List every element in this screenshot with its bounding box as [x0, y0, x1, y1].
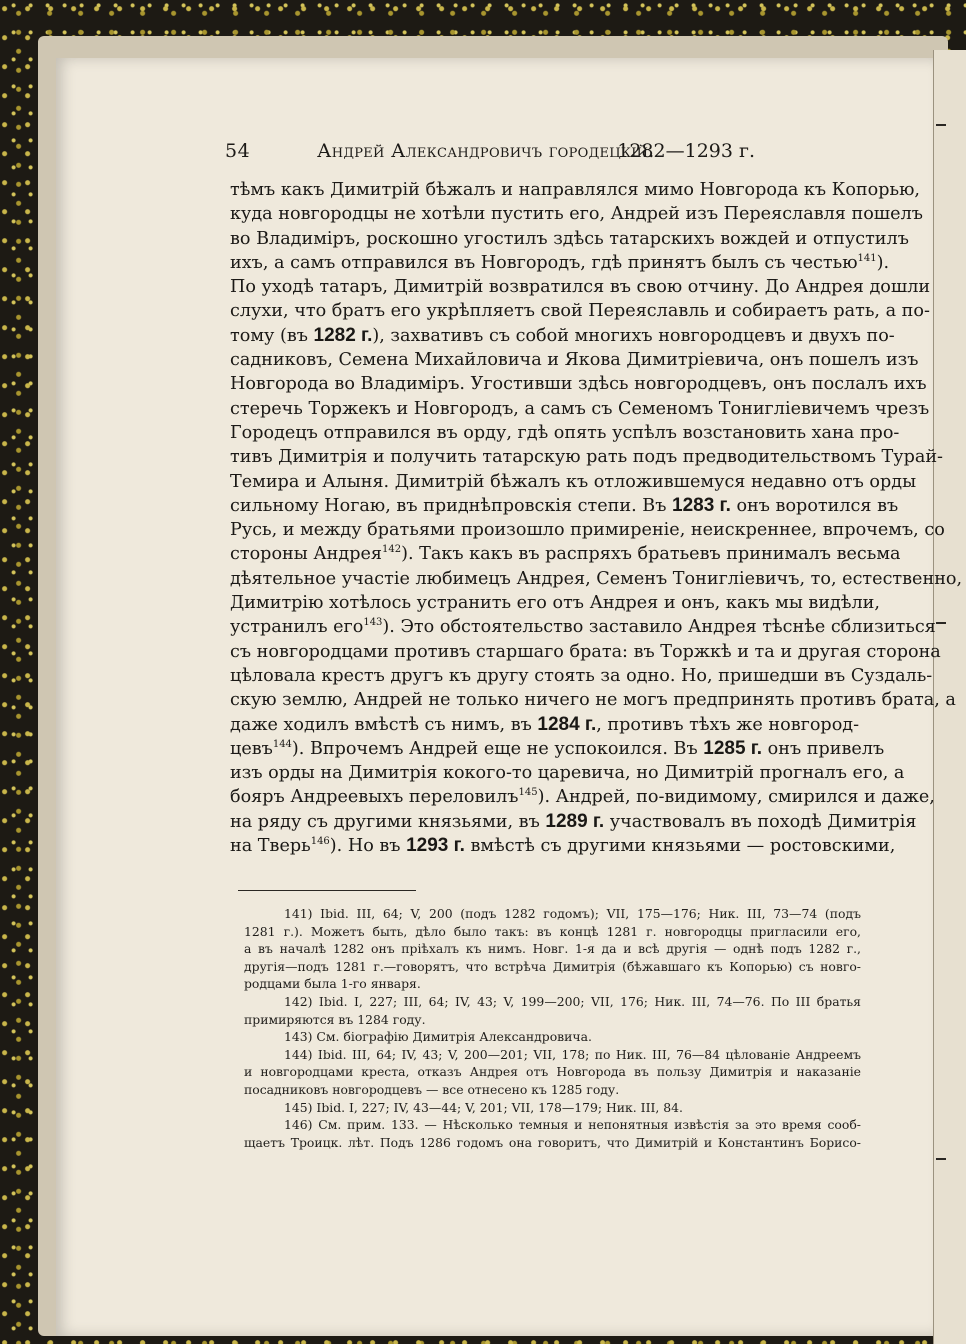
- page-marker: [936, 124, 946, 126]
- body-line: [230, 397, 930, 421]
- body-line: [230, 542, 901, 566]
- text-segment: онъ воротился въ: [730, 495, 899, 516]
- text-segment: куда новгородцы не хотѣли пустить его, Андрей изъ Переяславля пошелъ: [230, 204, 923, 225]
- footnote-line: щаетъ Троицк. лѣт. Подъ 1286 годомъ она говоритъ, что Димитрій и Константинъ Борисо-: [244, 1134, 861, 1150]
- footnote-line: 142) Ibid. I, 227; III, 64; IV, 43; V, 199—200; VII, 176; Ник. III, 74—76. По III братья: [284, 993, 861, 1009]
- text-segment: тѣмъ какъ Димитрій бѣжалъ и направлялся мимо Новгорода къ Копорью,: [230, 180, 920, 200]
- text-segment: ). Такъ какъ въ распряхъ братьевъ принималъ весьма: [401, 544, 901, 565]
- text-segment: скую землю, Андрей не только ничего не могъ предпринять противъ брата, а: [230, 690, 956, 711]
- text-segment: садниковъ, Семена Михайловича и Якова Димитріевича, онъ пошелъ изъ: [230, 350, 919, 371]
- body-line: [230, 227, 909, 251]
- text-segment: тивъ Димитрія и получить татарскую рать подъ предводительствомъ Турай-: [230, 447, 944, 468]
- text-segment: Димитрію хотѣлось устранить его отъ Андрея и онъ, какъ мы видѣли,: [230, 593, 880, 614]
- footnote-line: родцами была 1-го января.: [244, 976, 421, 992]
- running-header: [225, 140, 755, 170]
- header-title: Андрей Александровичъ городецкій.: [317, 140, 655, 162]
- body-line: [230, 518, 945, 542]
- footnote-line: другія—подъ 1281 г.—говорятъ, что встрѣча Димитрія (бѣжавшаго къ Копорью) съ новго-: [244, 958, 861, 974]
- footnote-line: посадниковъ новгородцевъ — все отнесено къ 1285 году.: [244, 1081, 620, 1097]
- text-segment: бояръ Андреевыхъ переловилъ: [230, 787, 519, 808]
- body-text: [230, 178, 963, 858]
- text-segment: ). Андрей, по-видимому, смирился и даже,: [537, 787, 935, 808]
- text-segment: на Тверь: [230, 836, 311, 857]
- text-segment: Русь, и между братьями произошло примиреніе, неискреннее, впрочемъ, со: [230, 520, 945, 541]
- footnote-ref: 143: [363, 617, 383, 629]
- body-line: [230, 810, 917, 834]
- body-line: [230, 178, 920, 202]
- body-line: [230, 494, 899, 518]
- body-line: [230, 372, 927, 396]
- body-line: [230, 761, 905, 785]
- text-segment: даже ходилъ вмѣстѣ съ нимъ, въ: [230, 714, 538, 735]
- footnote-line: 145) Ibid. I, 227; IV, 43—44; V, 201; VII, 178—179; Ник. III, 84.: [284, 1099, 683, 1115]
- text-segment: , противъ тѣхъ же новгород-: [596, 714, 860, 735]
- body-line: [230, 688, 956, 712]
- body-line: [230, 834, 896, 858]
- text-segment: ). Это обстоятельство заставило Андрея тѣснѣе сблизиться: [382, 617, 936, 638]
- text-segment: Новгорода во Владиміръ. Угостивши здѣсь новгородцевъ, онъ послалъ ихъ: [230, 374, 927, 395]
- text-segment: цѣловала крестъ другъ къ другу стоять за одно. Но, пришедши въ Суздаль-: [230, 665, 933, 686]
- text-segment: участвовалъ въ походѣ Димитрія: [604, 811, 917, 832]
- text-segment: тому (въ: [230, 325, 314, 346]
- text-segment: устранилъ его: [230, 617, 364, 638]
- body-line: [230, 348, 919, 372]
- text-segment: дѣятельное участіе любимецъ Андрея, Семенъ Тонигліевичъ, то, естественно,: [230, 568, 963, 589]
- year-highlight: 1283 г.: [672, 494, 731, 516]
- year-highlight: 1293 г.: [406, 835, 465, 857]
- footnote-ref: 145: [518, 787, 538, 799]
- text-segment: слухи, что братъ его укрѣпляетъ свой Переяславль и собираетъ рать, а по-: [230, 301, 930, 322]
- footnote-line: 141) Ibid. III, 64; V, 200 (подъ 1282 годомъ); VII, 175—176; Ник. III, 73—74 (подъ: [284, 906, 861, 921]
- footnote-line: и новгородцами креста, отказъ Андрея отъ Новгорода въ пользу Димитрія и наказаніе: [244, 1064, 861, 1080]
- year-highlight: 1282 г.: [313, 324, 373, 346]
- footnote-line: примиряются въ 1284 году.: [244, 1011, 426, 1027]
- body-line: [230, 737, 885, 761]
- text-segment: сильному Ногаю, въ приднѣпровскія степи. Въ: [230, 495, 673, 516]
- body-line: [230, 324, 895, 348]
- body-line: [230, 785, 935, 809]
- body-line: [230, 421, 900, 445]
- text-segment: онъ привелъ: [762, 738, 885, 759]
- body-line: [230, 251, 890, 275]
- footnote-ref: 146: [310, 836, 330, 848]
- body-line: [230, 202, 923, 226]
- body-line: [230, 275, 931, 299]
- body-line: [230, 445, 944, 469]
- footnote-ref: 141: [857, 253, 877, 265]
- text-segment: По уходѣ татаръ, Димитрій возвратился въ свою отчину. До Андрея дошли: [230, 277, 931, 298]
- text-segment: ). Впрочемъ Андрей еще не успокоился. Въ: [291, 738, 704, 759]
- text-segment: цевъ: [230, 738, 273, 759]
- body-line: [230, 470, 917, 494]
- footnote-rule: [238, 890, 416, 891]
- text-segment: Темира и Алыня. Димитрій бѣжалъ къ отложившемуся недавно отъ орды: [230, 471, 917, 492]
- body-line: [230, 640, 941, 664]
- body-line: [230, 299, 930, 323]
- body-line: [230, 591, 880, 615]
- year-highlight: 1289 г.: [545, 810, 605, 832]
- footnotes: [244, 905, 861, 1151]
- text-segment: Городецъ отправился въ орду, гдѣ опять успѣлъ возстановить хана про-: [230, 422, 900, 443]
- text-segment: во Владиміръ, роскошно угостилъ здѣсь татарскихъ вождей и отпустилъ: [230, 228, 909, 249]
- page-marker: [936, 1158, 946, 1160]
- text-segment: вмѣстѣ съ другими князьями — ростовскими,: [464, 836, 896, 857]
- year-highlight: 1284 г.: [537, 713, 597, 735]
- footnote-line: 143) См. біографію Димитрія Александровича.: [284, 1029, 592, 1045]
- text-segment: стороны Андрея: [230, 544, 383, 565]
- header-years: 1282—1293 г.: [617, 140, 755, 162]
- text-segment: ). Но въ: [329, 836, 407, 857]
- page-marker: [936, 622, 946, 624]
- body-line: [230, 664, 933, 688]
- text-segment: на ряду съ другими князьями, въ: [230, 811, 546, 832]
- body-line: [230, 567, 963, 591]
- text-segment: ихъ, а самъ отправился въ Новгородъ, гдѣ принятъ былъ съ честью: [230, 252, 858, 273]
- year-highlight: 1285 г.: [703, 737, 763, 759]
- page-number: 54: [225, 140, 251, 162]
- text-segment: изъ орды на Димитрія кокого-то царевича, но Димитрій прогналъ его, а: [230, 763, 905, 784]
- body-line: [230, 713, 860, 737]
- footnote-line: 144) Ibid. III, 64; IV, 43; V, 200—201; VII, 178; по Ник. III, 76—84 цѣлованіе Андреемъ: [284, 1046, 861, 1062]
- footnote-ref: 144: [272, 738, 292, 750]
- text-segment: съ новгородцами противъ старшаго брата: въ Торжкѣ и та и другая сторона: [230, 641, 941, 662]
- text-segment: стеречь Торжекъ и Новгородъ, а самъ съ Семеномъ Тонигліевичемъ чрезъ: [230, 398, 930, 419]
- footnote-line: 146) См. прим. 133. — Нѣсколько темныя и непонятныя извѣстія за это время сооб-: [284, 1117, 861, 1133]
- body-line: [230, 615, 936, 639]
- footnote-ref: 142: [382, 544, 402, 556]
- footnote-line: 1281 г.). Можетъ быть, дѣло было такъ: въ концѣ 1281 г. новгородцы пригласили его,: [244, 923, 861, 939]
- text-segment: ).: [876, 252, 890, 273]
- text-segment: ), захвативъ съ собой многихъ новгородцевъ и двухъ по-: [372, 325, 895, 346]
- footnote-line: а въ началѣ 1282 онъ пріѣхалъ къ нимъ. Новг. 1-я да и всѣ другія — однѣ подъ 1282 г.,: [244, 941, 861, 957]
